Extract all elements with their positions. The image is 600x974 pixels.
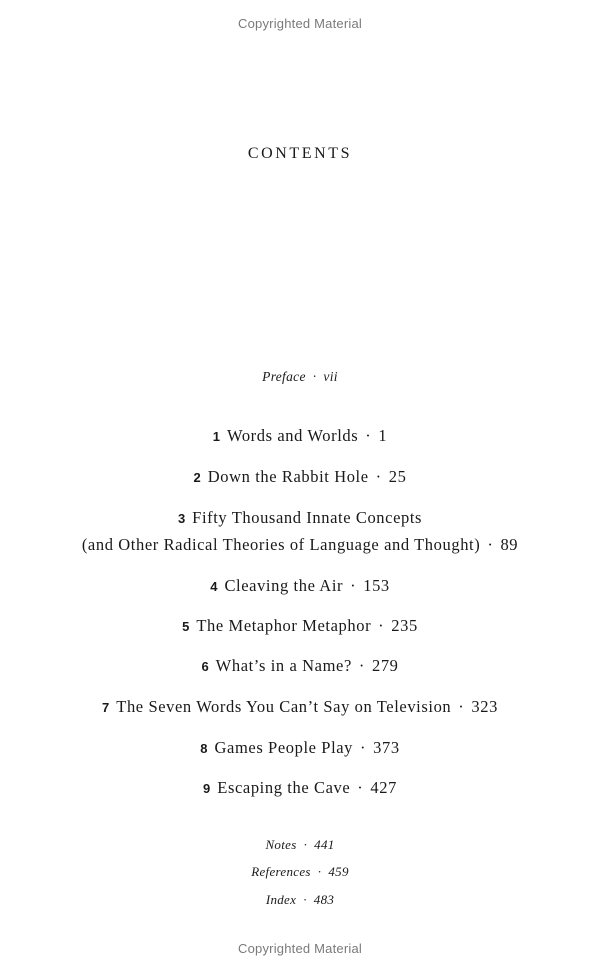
entry-title: Notes: [265, 837, 297, 852]
entry-title: Index: [265, 892, 297, 907]
entry-separator: ·: [375, 467, 382, 486]
entry-separator: ·: [365, 426, 372, 445]
toc-entry-chapter-1[interactable]: [0, 426, 600, 446]
entry-page: 427: [370, 778, 397, 797]
entry-page: 89: [500, 535, 519, 554]
entry-title: Preface: [262, 369, 306, 384]
entry-separator: ·: [317, 864, 322, 879]
chapter-title: Games People Play: [214, 738, 354, 757]
chapter-number: 2: [193, 470, 201, 485]
entry-page: 279: [371, 656, 399, 675]
entry-page: 1: [378, 426, 388, 445]
chapter-title: Words and Worlds: [226, 426, 359, 445]
entry-separator: ·: [303, 837, 308, 852]
entry-page: 459: [328, 864, 349, 879]
toc-entry-preface[interactable]: [0, 369, 600, 385]
chapter-title: What’s in a Name?: [215, 656, 352, 675]
entry-page: 25: [388, 467, 407, 486]
toc-entry-chapter-3-continued[interactable]: [0, 535, 600, 555]
chapter-title: Escaping the Cave: [217, 778, 351, 797]
toc-entry-chapter-2[interactable]: [0, 467, 600, 487]
toc-entry-chapter-8[interactable]: [0, 738, 600, 758]
chapter-title: The Seven Words You Can’t Say on Television: [116, 697, 452, 716]
chapter-title: Cleaving the Air: [224, 576, 344, 595]
entry-page: 153: [363, 576, 390, 595]
entry-separator: ·: [360, 738, 367, 757]
entry-separator: ·: [378, 616, 385, 635]
chapter-title-line2: (and Other Radical Theories of Language and Thought): [81, 535, 481, 554]
entry-page: 441: [314, 837, 335, 852]
toc-entry-references[interactable]: [0, 864, 600, 880]
chapter-number: 3: [177, 511, 186, 526]
toc-entry-chapter-6[interactable]: [0, 656, 600, 676]
contents-heading: CONTENTS: [247, 145, 353, 162]
toc-entry-chapter-3[interactable]: [0, 508, 600, 528]
chapter-number: 6: [201, 659, 209, 674]
copyright-watermark-bottom: Copyrighted Material: [238, 941, 362, 956]
toc-entry-notes[interactable]: [0, 837, 600, 853]
entry-separator: ·: [487, 535, 494, 554]
chapter-number: 7: [102, 700, 110, 715]
chapter-title: Down the Rabbit Hole: [207, 467, 369, 486]
entry-page: 323: [471, 697, 498, 716]
entry-page: 483: [313, 892, 335, 907]
chapter-title: The Metaphor Metaphor: [196, 616, 372, 635]
entry-separator: ·: [357, 778, 364, 797]
chapter-number: 5: [182, 619, 190, 634]
entry-page: vii: [323, 369, 338, 384]
toc-entry-chapter-4[interactable]: [0, 576, 600, 596]
entry-title: References: [251, 864, 311, 879]
entry-separator: ·: [458, 697, 465, 716]
entry-separator: ·: [358, 656, 365, 675]
chapter-title-line1: Fifty Thousand Innate Concepts: [192, 508, 423, 527]
toc-entry-index[interactable]: [0, 892, 600, 908]
entry-page: 373: [373, 738, 400, 757]
toc-entry-chapter-7[interactable]: [0, 697, 600, 717]
toc-entry-chapter-9[interactable]: [0, 778, 600, 798]
toc-entry-chapter-5[interactable]: [0, 616, 600, 636]
chapter-number: 4: [210, 579, 218, 594]
entry-separator: ·: [303, 892, 307, 907]
entry-separator: ·: [312, 369, 317, 384]
entry-page: 235: [391, 616, 418, 635]
entry-separator: ·: [350, 576, 357, 595]
chapter-number: 9: [203, 781, 211, 796]
chapter-number: 1: [212, 429, 220, 444]
copyright-watermark-top: Copyrighted Material: [238, 16, 362, 31]
chapter-number: 8: [200, 741, 208, 756]
